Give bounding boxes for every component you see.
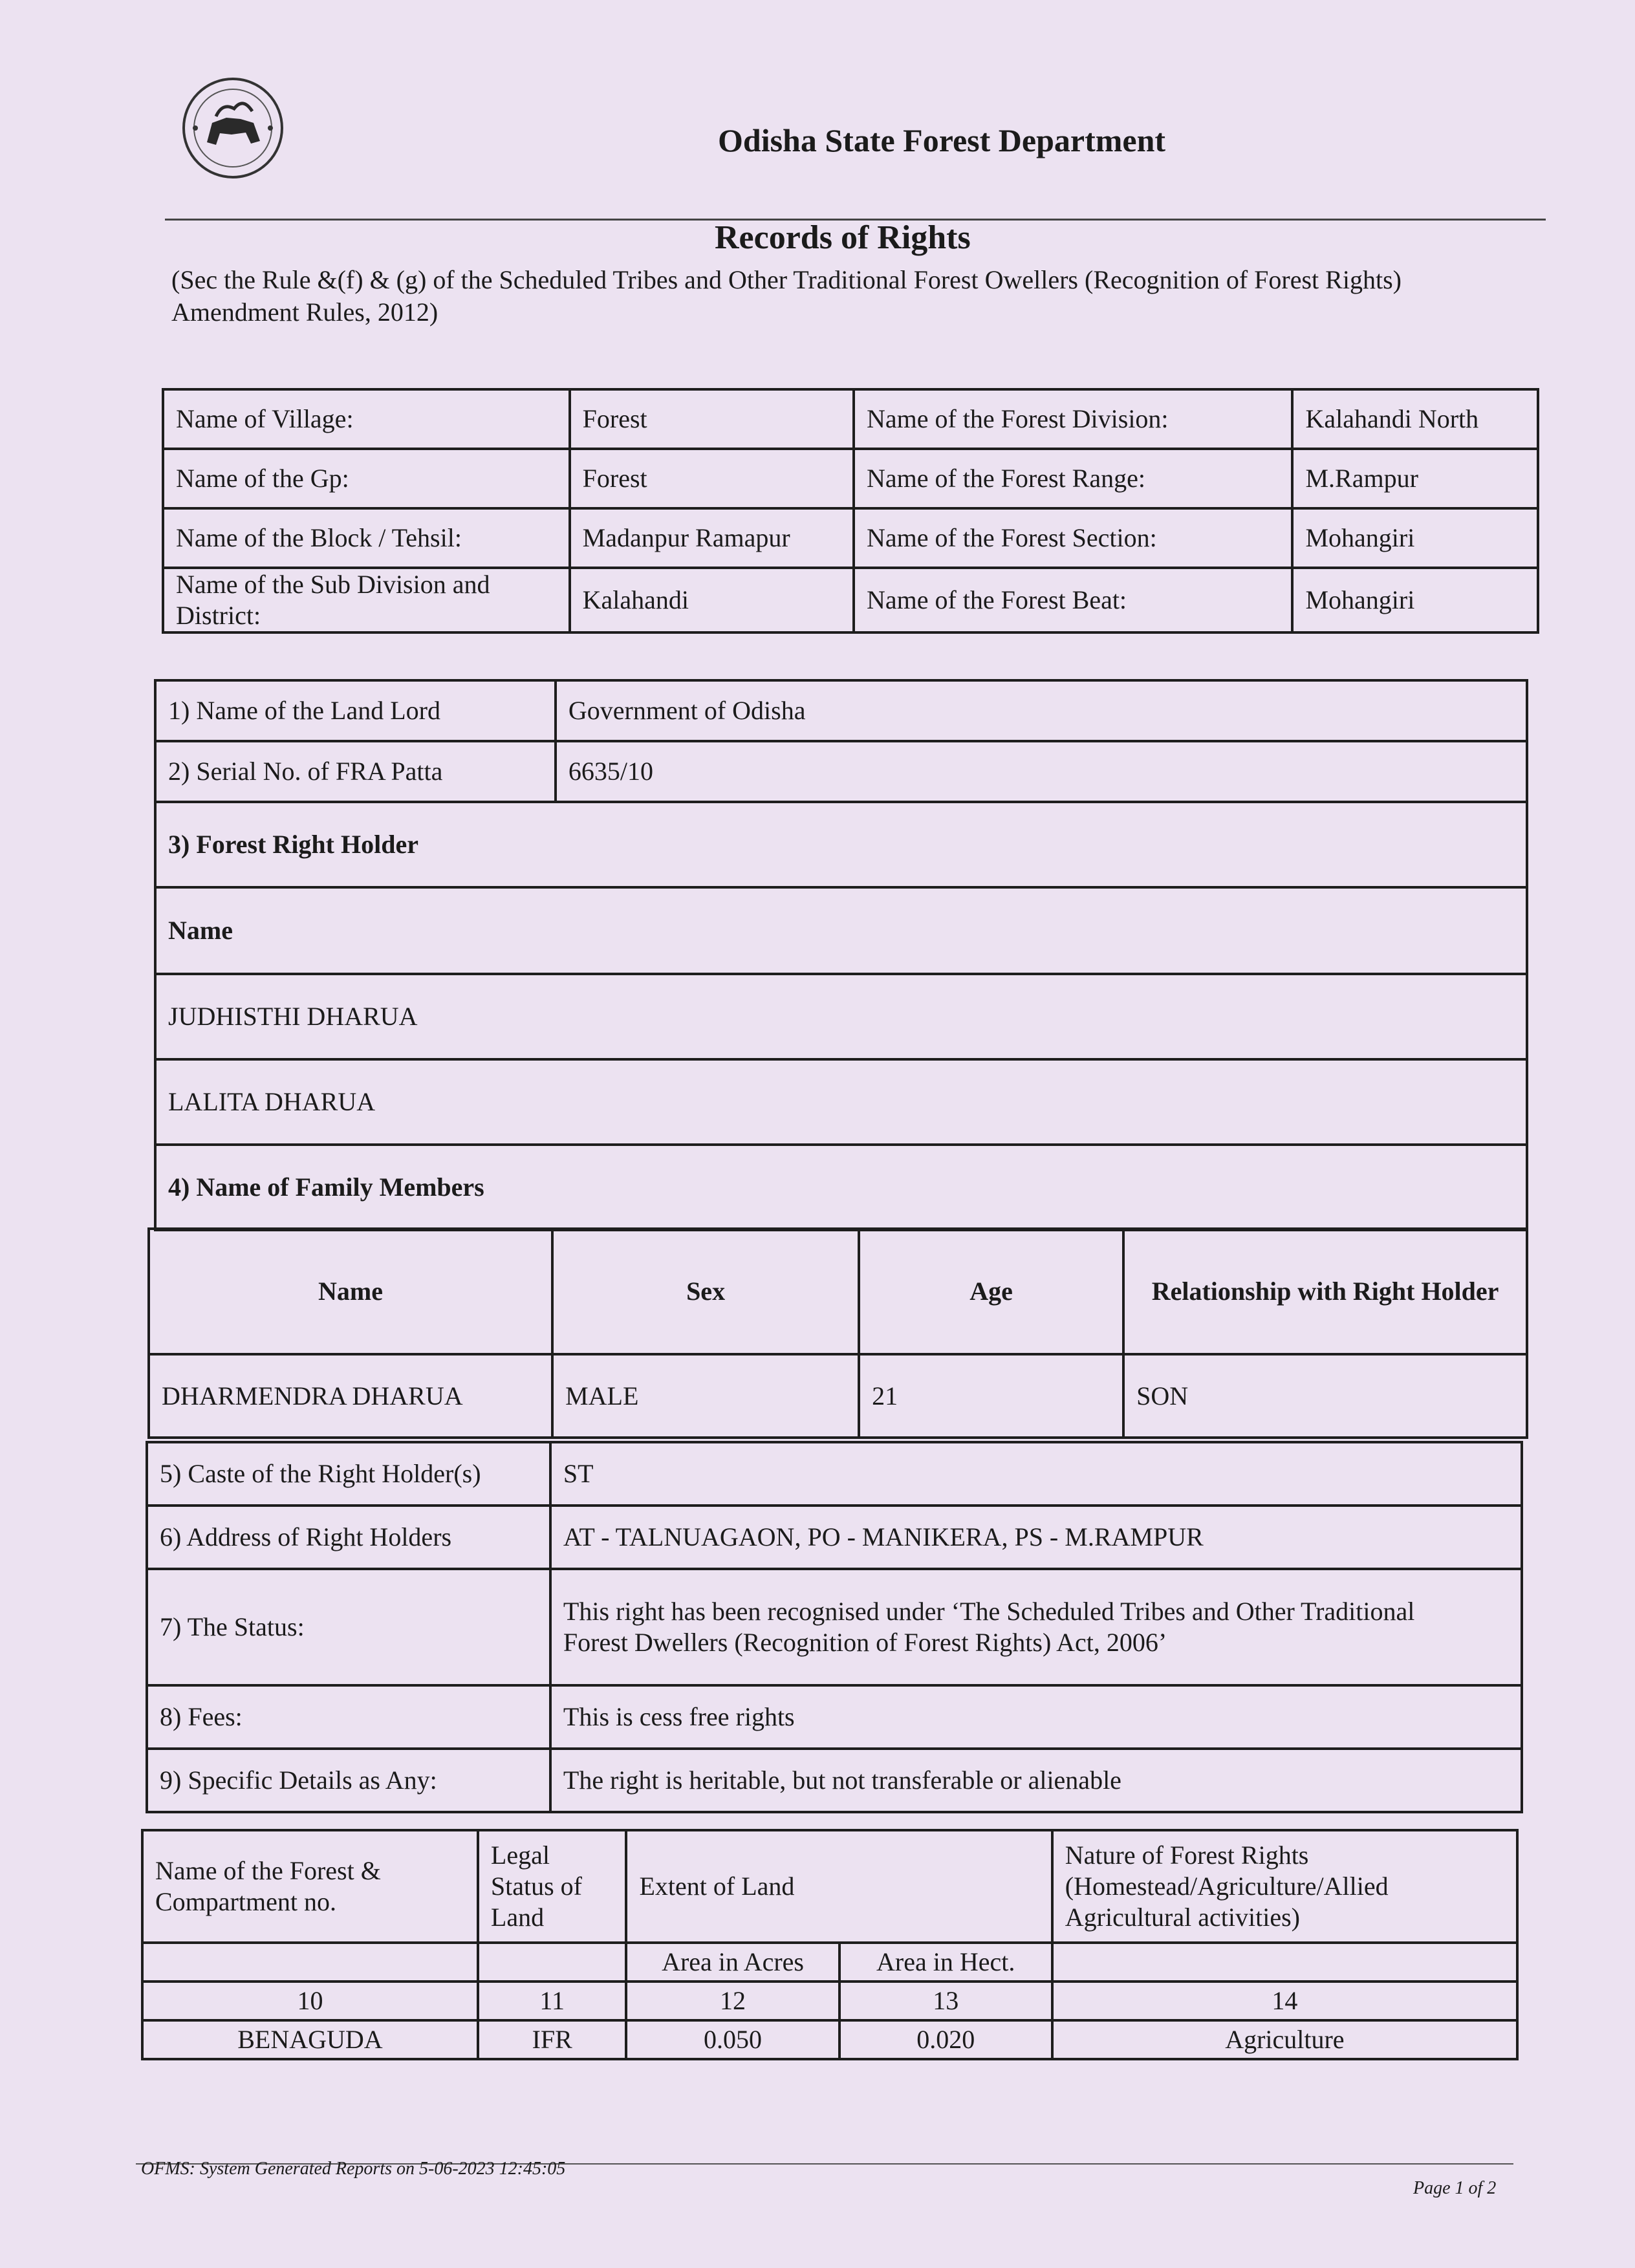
- location-row: [163, 389, 1538, 449]
- serial-value: 6635/10: [556, 741, 1527, 802]
- gp-value: Forest: [570, 449, 854, 508]
- serial-label: 2) Serial No. of FRA Patta: [155, 741, 556, 802]
- document-title: Records of Rights: [715, 219, 971, 256]
- forest-beat-label: Name of the Forest Beat:: [854, 568, 1293, 632]
- land-col-extent: Extent of Land: [626, 1830, 1052, 1943]
- gp-label: Name of the Gp:: [163, 449, 570, 508]
- status-label: 7) The Status:: [147, 1569, 550, 1685]
- land-sub-hect: Area in Hect.: [839, 1943, 1052, 1982]
- block-value: Madanpur Ramapur: [570, 508, 854, 568]
- status-line: Forest Dwellers (Recognition of Forest Rights) Act, 2006’: [563, 1628, 1167, 1657]
- village-label: Name of Village:: [163, 389, 570, 449]
- forest-section-label: Name of the Forest Section:: [854, 508, 1293, 568]
- forest-division-value: Kalahandi North: [1292, 389, 1538, 449]
- status-line: This right has been recognised under ‘The Scheduled Tribes and Other Traditional: [563, 1597, 1415, 1626]
- location-row: [163, 568, 1538, 632]
- member-relationship: SON: [1123, 1354, 1527, 1438]
- family-col-name: Name: [149, 1229, 552, 1354]
- department-name: Odisha State Forest Department: [718, 122, 1166, 158]
- holder-name: LALITA DHARUA: [155, 1059, 1527, 1145]
- land-number-row: [142, 1982, 1517, 2020]
- serial-row: [155, 741, 1527, 802]
- land-col-number: 10: [142, 1982, 478, 2020]
- land-row: [142, 2020, 1517, 2059]
- caste-row: [147, 1442, 1522, 1506]
- land-header-row: [142, 1830, 1517, 1943]
- page-number: Page 1 of 2: [1413, 2178, 1497, 2198]
- land-blank-cell: [142, 1943, 478, 1982]
- member-sex: MALE: [552, 1354, 859, 1438]
- forest-division-label: Name of the Forest Division:: [854, 389, 1293, 449]
- land-sub-acres: Area in Acres: [626, 1943, 839, 1982]
- location-table: [162, 388, 1539, 634]
- land-legal-status: IFR: [478, 2020, 627, 2059]
- family-row: [149, 1354, 1527, 1438]
- specific-value: The right is heritable, but not transferable or alienable: [550, 1749, 1522, 1812]
- landlord-row: [155, 680, 1527, 741]
- details-table: [146, 1441, 1523, 1813]
- land-col-number: 11: [478, 1982, 627, 2020]
- subdivision-label: Name of the Sub Division and District:: [163, 568, 570, 632]
- forest-section-value: Mohangiri: [1292, 508, 1538, 568]
- status-row: [147, 1569, 1522, 1685]
- land-forest-name: BENAGUDA: [142, 2020, 478, 2059]
- address-label: 6) Address of Right Holders: [147, 1506, 550, 1569]
- member-name: DHARMENDRA DHARUA: [149, 1354, 552, 1438]
- fees-value: This is cess free rights: [550, 1685, 1522, 1749]
- land-col-forest: Name of the Forest & Compartment no.: [142, 1830, 478, 1943]
- land-col-number: 12: [626, 1982, 839, 2020]
- forest-beat-value: Mohangiri: [1292, 568, 1538, 632]
- address-row: [147, 1506, 1522, 1569]
- member-age: 21: [859, 1354, 1123, 1438]
- land-area-hect: 0.020: [839, 2020, 1052, 2059]
- land-area-acres: 0.050: [626, 2020, 839, 2059]
- land-col-number: 14: [1052, 1982, 1517, 2020]
- fees-label: 8) Fees:: [147, 1685, 550, 1749]
- family-header-row: [149, 1229, 1527, 1354]
- caste-value: ST: [550, 1442, 1522, 1506]
- land-blank-cell: [1052, 1943, 1517, 1982]
- subdivision-value: Kalahandi: [570, 568, 854, 632]
- family-col-relationship: Relationship with Right Holder: [1123, 1229, 1527, 1354]
- forest-range-label: Name of the Forest Range:: [854, 449, 1293, 508]
- family-col-age: Age: [859, 1229, 1123, 1354]
- status-value: [550, 1569, 1522, 1685]
- caste-label: 5) Caste of the Right Holder(s): [147, 1442, 550, 1506]
- location-row: [163, 449, 1538, 508]
- family-col-sex: Sex: [552, 1229, 859, 1354]
- land-nature: Agriculture: [1052, 2020, 1517, 2059]
- landlord-label: 1) Name of the Land Lord: [155, 680, 556, 741]
- landlord-value: Government of Odisha: [556, 680, 1527, 741]
- land-col-legal: Legal Status of Land: [478, 1830, 627, 1943]
- odisha-government-seal: [181, 71, 285, 184]
- generated-timestamp: OFMS: System Generated Reports on 5-06-2023 12:45:05: [141, 2159, 566, 2179]
- name-heading: Name: [155, 887, 1527, 974]
- forest-range-value: M.Rampur: [1292, 449, 1538, 508]
- holder-heading: 3) Forest Right Holder: [155, 802, 1527, 887]
- village-value: Forest: [570, 389, 854, 449]
- land-subheader-row: [142, 1943, 1517, 1982]
- block-label: Name of the Block / Tehsil:: [163, 508, 570, 568]
- land-col-nature: Nature of Forest Rights (Homestead/Agriculture/Allied Agricultural activities): [1052, 1830, 1517, 1943]
- record-table: [154, 679, 1528, 1231]
- specific-label: 9) Specific Details as Any:: [147, 1749, 550, 1812]
- land-col-number: 13: [839, 1982, 1052, 2020]
- document-subtitle: (Sec the Rule &(f) & (g) of the Scheduled Tribes and Other Traditional Forest Owellers (Recognition of Forest Rights) Amendment Rules, 2012): [171, 265, 1402, 327]
- fees-row: [147, 1685, 1522, 1749]
- address-value: AT - TALNUAGAON, PO - MANIKERA, PS - M.RAMPUR: [550, 1506, 1522, 1569]
- land-table: [141, 1829, 1519, 2060]
- land-blank-cell: [478, 1943, 627, 1982]
- holder-name: JUDHISTHI DHARUA: [155, 974, 1527, 1059]
- specific-row: [147, 1749, 1522, 1812]
- family-table: [147, 1227, 1528, 1439]
- location-row: [163, 508, 1538, 568]
- family-heading: 4) Name of Family Members: [155, 1145, 1527, 1230]
